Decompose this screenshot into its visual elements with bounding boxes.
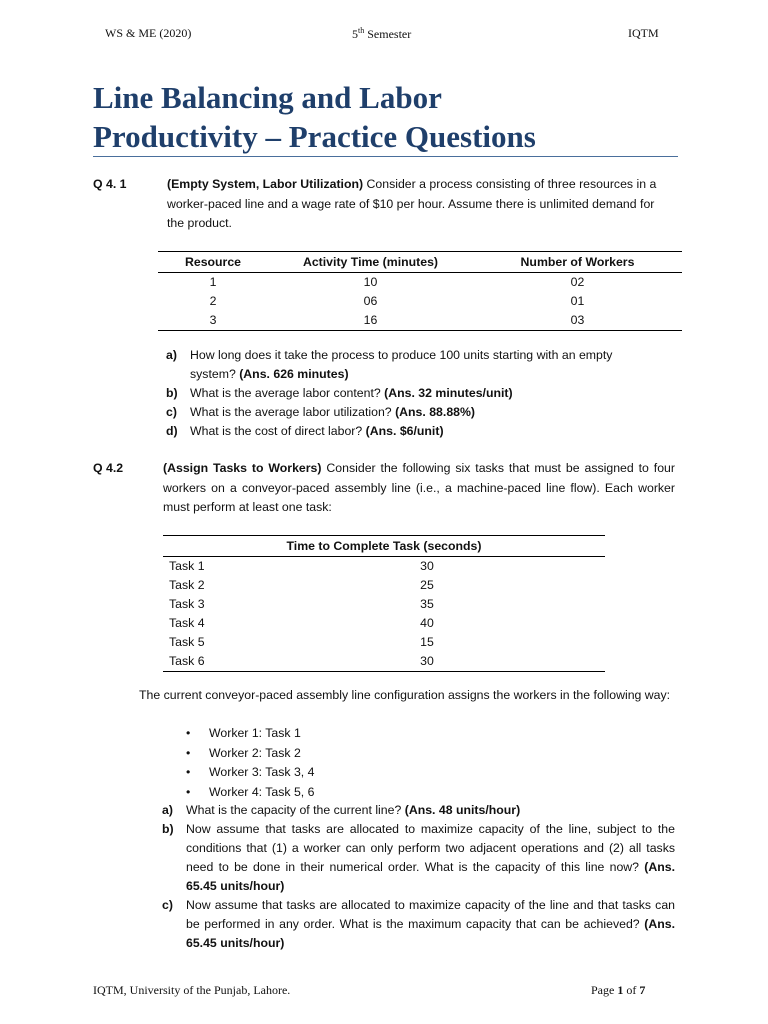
bullet-text: Worker 1: Task 1 xyxy=(209,726,301,740)
part-answer: (Ans. 48 units/hour) xyxy=(404,803,521,817)
footer-page-current: 1 xyxy=(617,983,624,997)
part-answer: (Ans. $6/unit) xyxy=(365,424,444,438)
table-cell: 02 xyxy=(570,275,585,289)
bullet-text: Worker 3: Task 3, 4 xyxy=(209,765,315,779)
q41-label: (Empty System, Labor Utilization) xyxy=(167,177,364,191)
table-cell: 3 xyxy=(209,313,217,327)
q42-task-table xyxy=(163,535,605,672)
list-item xyxy=(162,820,675,896)
table-cell: 30 xyxy=(420,654,434,668)
list-item xyxy=(166,403,656,422)
table-row xyxy=(163,652,605,672)
q42-config-text: The current conveyor-paced assembly line configuration assigns the workers in the following way: xyxy=(139,688,671,702)
bullet-icon: • xyxy=(186,745,191,760)
q42-number: Q 4.2 xyxy=(93,461,124,475)
part-answer: (Ans. 626 minutes) xyxy=(239,367,349,381)
table-cell: 30 xyxy=(420,559,434,573)
q42-intro xyxy=(163,459,675,518)
table-cell: Task 6 xyxy=(169,654,205,668)
q41-parts-list xyxy=(166,346,656,441)
part-text: What is the average labor utilization? xyxy=(190,405,396,419)
bullet-icon: • xyxy=(186,726,191,740)
q41-text: Consider a process consisting of three resources in a worker-paced line and a wage rate of $10 per hour. Assume there is unlimited demand for the product. xyxy=(167,177,657,230)
part-answer: (Ans. 88.88%) xyxy=(395,405,476,419)
col-header-resource: Resource xyxy=(158,252,268,273)
bullet-icon: • xyxy=(186,784,191,799)
table-cell: 16 xyxy=(363,313,378,327)
q42-parts-list xyxy=(162,801,675,953)
table-row xyxy=(158,311,682,331)
part-text: What is the capacity of the current line? xyxy=(186,803,405,817)
bullet-icon: • xyxy=(186,765,191,779)
table-cell: 06 xyxy=(363,294,378,308)
list-item xyxy=(186,783,486,803)
table-row xyxy=(158,292,682,311)
table-header-row xyxy=(163,536,605,557)
col-header-workers: Number of Workers xyxy=(473,252,682,273)
q42-text: Consider the following six tasks that must be assigned to four workers on a conveyor-paced assembly line (i.e., a machine-paced line flow). Each worker must perform at least one task: xyxy=(163,461,675,514)
table-cell: Task 2 xyxy=(169,578,205,592)
table-cell: Task 3 xyxy=(169,597,205,611)
part-text: How long does it take the process to produce 100 units starting with an empty system? xyxy=(190,348,613,381)
list-item xyxy=(186,763,486,783)
q41-resource-table xyxy=(158,251,682,331)
part-answer: (Ans. 65.45 units/hour) xyxy=(186,917,675,950)
part-marker: a) xyxy=(166,348,177,362)
table-row xyxy=(158,273,682,293)
part-marker: c) xyxy=(162,898,173,912)
q42-label: (Assign Tasks to Workers) xyxy=(163,461,322,475)
part-answer: (Ans. 65.45 units/hour) xyxy=(186,860,675,893)
footer-page-number xyxy=(591,983,645,998)
bullet-text: Worker 4: Task 5, 6 xyxy=(209,784,315,799)
footer-page-total: 7 xyxy=(639,983,646,997)
q42-worker-list xyxy=(186,724,486,802)
q41-intro xyxy=(167,175,672,234)
header-center-num: 5 xyxy=(352,27,358,41)
table-cell: Task 4 xyxy=(169,616,205,630)
title-line-2: Productivity – Practice Questions xyxy=(93,119,536,154)
col-header-task-time: Time to Complete Task (seconds) xyxy=(163,536,605,557)
part-text: What is the average labor content? xyxy=(190,386,385,400)
part-marker: c) xyxy=(166,405,177,419)
table-cell: 2 xyxy=(209,294,217,308)
list-item xyxy=(166,346,656,384)
page-title xyxy=(93,78,683,156)
part-text: What is the cost of direct labor? xyxy=(190,424,366,438)
table-cell: 10 xyxy=(363,275,378,289)
table-row xyxy=(163,557,605,577)
table-cell: 40 xyxy=(420,616,434,630)
list-item xyxy=(166,384,656,403)
table-cell: 1 xyxy=(209,275,217,289)
q41-number: Q 4. 1 xyxy=(93,177,127,191)
table-row xyxy=(163,633,605,652)
table-cell: 15 xyxy=(420,635,434,649)
list-item xyxy=(186,724,486,744)
table-cell: Task 1 xyxy=(169,559,205,573)
footer-page-word: Page xyxy=(591,983,618,997)
title-divider xyxy=(93,156,678,157)
title-line-1: Line Balancing and Labor xyxy=(93,80,442,115)
footer-of-word: of xyxy=(623,983,640,997)
list-item xyxy=(162,896,675,953)
header-right: IQTM xyxy=(628,26,659,40)
header-left: WS & ME (2020) xyxy=(105,26,192,40)
col-header-activity-time: Activity Time (minutes) xyxy=(268,252,473,273)
table-row xyxy=(163,576,605,595)
list-item xyxy=(186,744,486,764)
table-cell: Task 5 xyxy=(169,635,205,649)
list-item xyxy=(162,801,675,820)
part-marker: b) xyxy=(166,386,178,400)
part-marker: d) xyxy=(166,424,178,438)
bullet-text: Worker 2: Task 2 xyxy=(209,745,301,760)
table-row xyxy=(163,614,605,633)
table-cell: 35 xyxy=(420,597,434,611)
header-center xyxy=(352,26,411,42)
table-row xyxy=(163,595,605,614)
footer-left: IQTM, University of the Punjab, Lahore. xyxy=(93,983,291,997)
part-marker: a) xyxy=(162,803,173,817)
part-answer: (Ans. 32 minutes/unit) xyxy=(384,386,513,400)
part-text: Now assume that tasks are allocated to maximize capacity of the line and that tasks can be performed in any order. What is the maximum capacity that can be achieved? xyxy=(186,898,675,931)
table-cell: 01 xyxy=(570,294,585,308)
part-marker: b) xyxy=(162,822,174,836)
part-text: Now assume that tasks are allocated to maximize capacity of the line, subject to the conditions that (1) a worker can only perform two adjacent operations and (2) all tasks need to be done in their numerical order. What is the capacity of this line now? xyxy=(186,822,675,874)
header-center-rest: Semester xyxy=(364,27,412,41)
table-cell: 25 xyxy=(420,578,434,592)
header-center-sup: th xyxy=(358,26,365,35)
table-header-row xyxy=(158,252,682,273)
table-cell: 03 xyxy=(570,313,585,327)
list-item xyxy=(166,422,656,441)
